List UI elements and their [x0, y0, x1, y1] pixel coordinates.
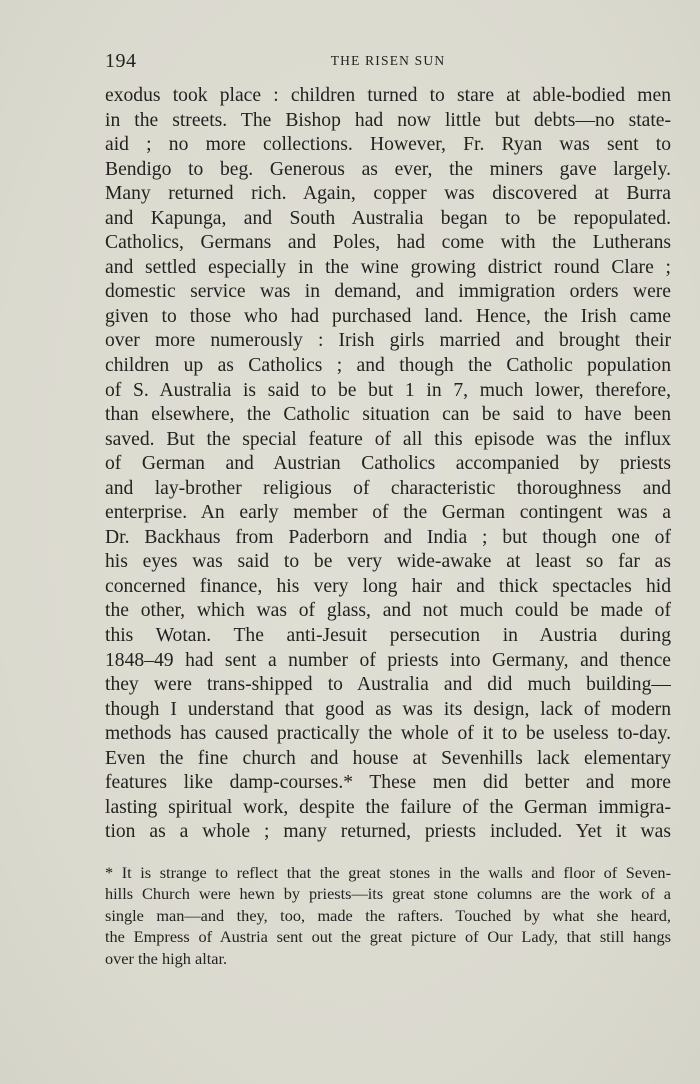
body-line: 1848–49 had sent a number of priests into Germany, and thence [105, 649, 671, 671]
body-line: enterprise. An early member of the German contingent was a [105, 502, 671, 524]
page-header [105, 50, 671, 74]
body-line: than elsewhere, the Catholic situation can be said to have been [105, 404, 671, 426]
body-line: they were trans-shipped to Australia and did much building— [105, 674, 671, 696]
footnote [105, 862, 671, 969]
body-line: Catholics, Germans and Poles, had come with the Lutherans [105, 232, 671, 254]
running-title: THE RISEN SUN [330, 53, 446, 68]
body-line: Even the fine church and house at Sevenhills lack elementary [105, 747, 671, 769]
body-line: Dr. Backhaus from Paderborn and India ; but though one of [105, 526, 671, 548]
footnote-line: single man—and they, too, made the rafters. Touched by what she heard, [105, 905, 671, 925]
body-line: saved. But the special feature of all this episode was the influx [105, 428, 671, 450]
body-line: domestic service was in demand, and immigration orders were [105, 281, 671, 303]
footnote-line: the Empress of Austria sent out the great picture of Our Lady, that still hangs [105, 927, 671, 947]
body-text [105, 84, 671, 845]
footnote-line: hills Church were hewn by priests—its great stone columns are the work of a [105, 884, 671, 904]
body-line: of German and Austrian Catholics accompanied by priests [105, 453, 671, 475]
body-line: in the streets. The Bishop had now little but debts—no state- [105, 109, 671, 131]
body-line: Many returned rich. Again, copper was discovered at Burra [105, 183, 671, 205]
page-number: 194 [105, 50, 137, 72]
body-line: methods has caused practically the whole of it to be useless to-day. [105, 723, 671, 745]
body-line: over more numerously : Irish girls married and brought their [105, 330, 671, 352]
body-line: though I understand that good as was its design, lack of modern [105, 698, 671, 720]
body-line: features like damp-courses.* These men did better and more [105, 772, 671, 794]
footnote-line: * It is strange to reflect that the great stones in the walls and floor of Seven- [105, 863, 671, 882]
body-line: of S. Australia is said to be but 1 in 7, much lower, therefore, [105, 379, 671, 401]
body-line: exodus took place : children turned to stare at able-bodied men [105, 85, 671, 106]
body-line: this Wotan. The anti-Jesuit persecution in Austria during [105, 625, 671, 647]
body-line: his eyes was said to be very wide-awake at least so far as [105, 551, 671, 573]
body-line: tion as a whole ; many returned, priests included. Yet it was [105, 821, 671, 843]
body-line: and lay-brother religious of characteristic thoroughness and [105, 477, 671, 499]
body-line: and settled especially in the wine growing district round Clare ; [105, 256, 671, 278]
body-line: and Kapunga, and South Australia began to be repopulated. [105, 207, 671, 229]
body-line: Bendigo to beg. Generous as ever, the miners gave largely. [105, 158, 671, 180]
body-line: given to those who had purchased land. Hence, the Irish came [105, 305, 671, 327]
body-line: concerned finance, his very long hair and thick spectacles hid [105, 575, 671, 597]
footnote-line: over the high altar. [105, 948, 228, 968]
body-line: children up as Catholics ; and though the Catholic population [105, 355, 671, 377]
body-line: the other, which was of glass, and not much could be made of [105, 600, 671, 622]
body-line: lasting spiritual work, despite the failure of the German immigra- [105, 796, 671, 818]
body-line: aid ; no more collections. However, Fr. Ryan was sent to [105, 134, 671, 156]
